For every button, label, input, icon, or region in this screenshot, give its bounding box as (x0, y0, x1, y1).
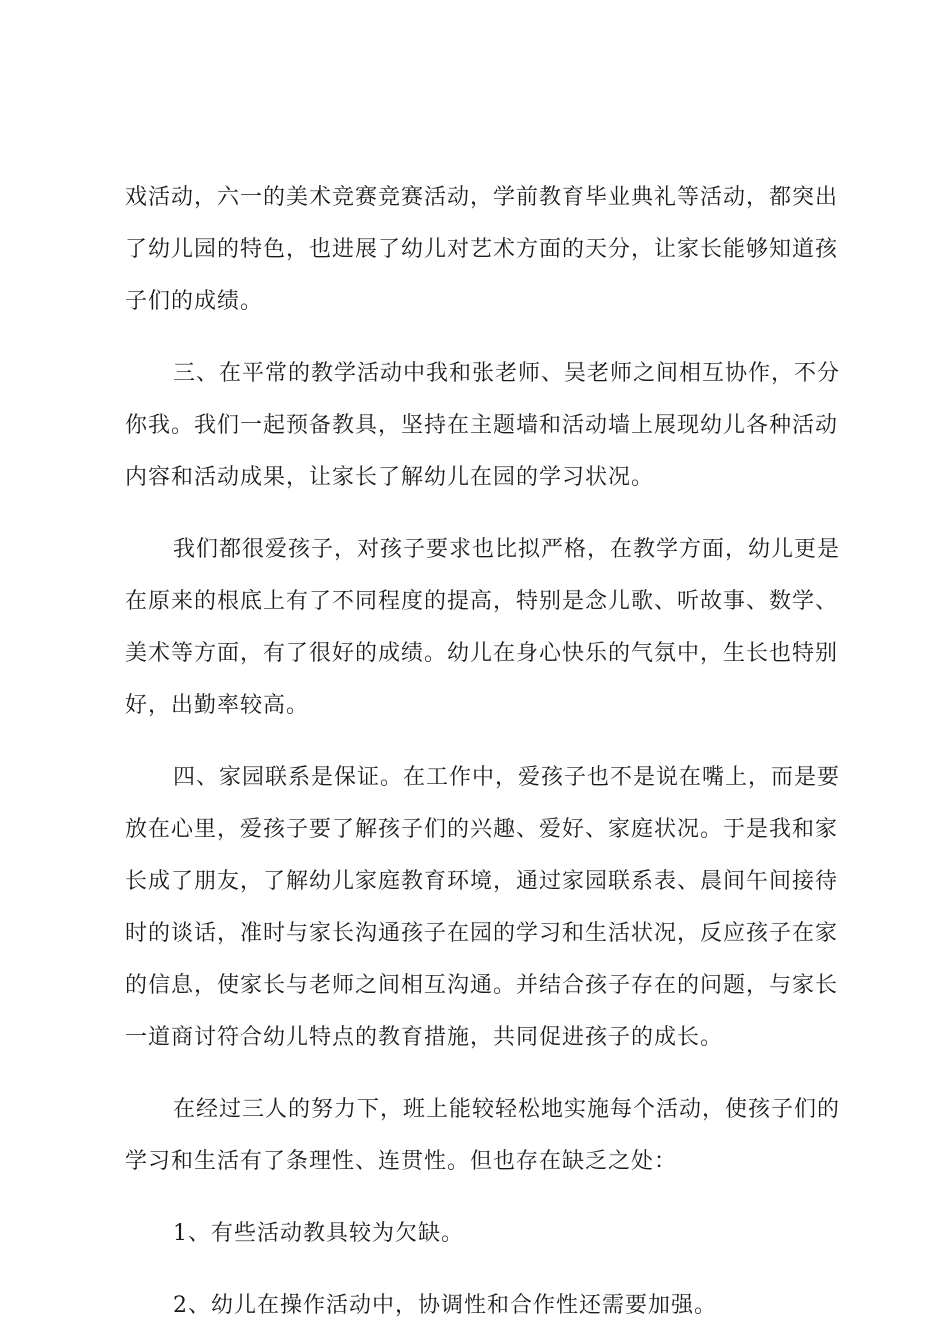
paragraph-3-line-4: 好，出勤率较高。 (125, 693, 310, 718)
paragraph-1-line-2: 了幼儿园的特色，也进展了幼儿对艺术方面的天分，让家长能够知道孩 (125, 237, 839, 262)
paragraph-4-line-5: 的信息，使家长与老师之间相互沟通。并结合孩子存在的问题，与家长 (125, 973, 839, 998)
paragraph-2-line-1: 三、在平常的教学活动中我和张老师、吴老师之间相互协作，不分 (173, 361, 841, 386)
paragraph-3-line-3: 美术等方面，有了很好的成绩。幼儿在身心快乐的气氛中，生长也特别 (125, 641, 839, 666)
paragraph-3-line-2: 在原来的根底上有了不同程度的提高，特别是念儿歌、听故事、数学、 (125, 589, 839, 614)
paragraph-5-line-2: 学习和生活有了条理性、连贯性。但也存在缺乏之处： (125, 1149, 678, 1174)
list-item-1: 1、有些活动教具较为欠缺。 (173, 1221, 464, 1246)
list-item-2: 2、幼儿在操作活动中，协调性和合作性还需要加强。 (173, 1293, 717, 1318)
paragraph-3-line-1: 我们都很爱孩子，对孩子要求也比拟严格，在教学方面，幼儿更是 (173, 537, 841, 562)
paragraph-2-line-2: 你我。我们一起预备教具，坚持在主题墙和活动墙上展现幼儿各种活动 (125, 413, 839, 438)
paragraph-4-line-3: 长成了朋友，了解幼儿家庭教育环境，通过家园联系表、晨间午间接待 (125, 869, 839, 894)
paragraph-2-line-3: 内容和活动成果，让家长了解幼儿在园的学习状况。 (125, 465, 655, 490)
paragraph-4-line-2: 放在心里，爱孩子要了解孩子们的兴趣、爱好、家庭状况。于是我和家 (125, 817, 839, 842)
paragraph-4-line-1: 四、家园联系是保证。在工作中，爱孩子也不是说在嘴上，而是要 (173, 765, 841, 790)
paragraph-5-line-1: 在经过三人的努力下，班上能较轻松地实施每个活动，使孩子们的 (173, 1097, 841, 1122)
paragraph-4-line-6: 一道商讨符合幼儿特点的教育措施，共同促进孩子的成长。 (125, 1025, 724, 1050)
paragraph-1-line-3: 子们的成绩。 (125, 289, 264, 314)
paragraph-1-line-1: 戏活动，六一的美术竞赛竞赛活动，学前教育毕业典礼等活动，都突出 (125, 185, 839, 210)
paragraph-4-line-4: 时的谈话，准时与家长沟通孩子在园的学习和生活状况，反应孩子在家 (125, 921, 839, 946)
